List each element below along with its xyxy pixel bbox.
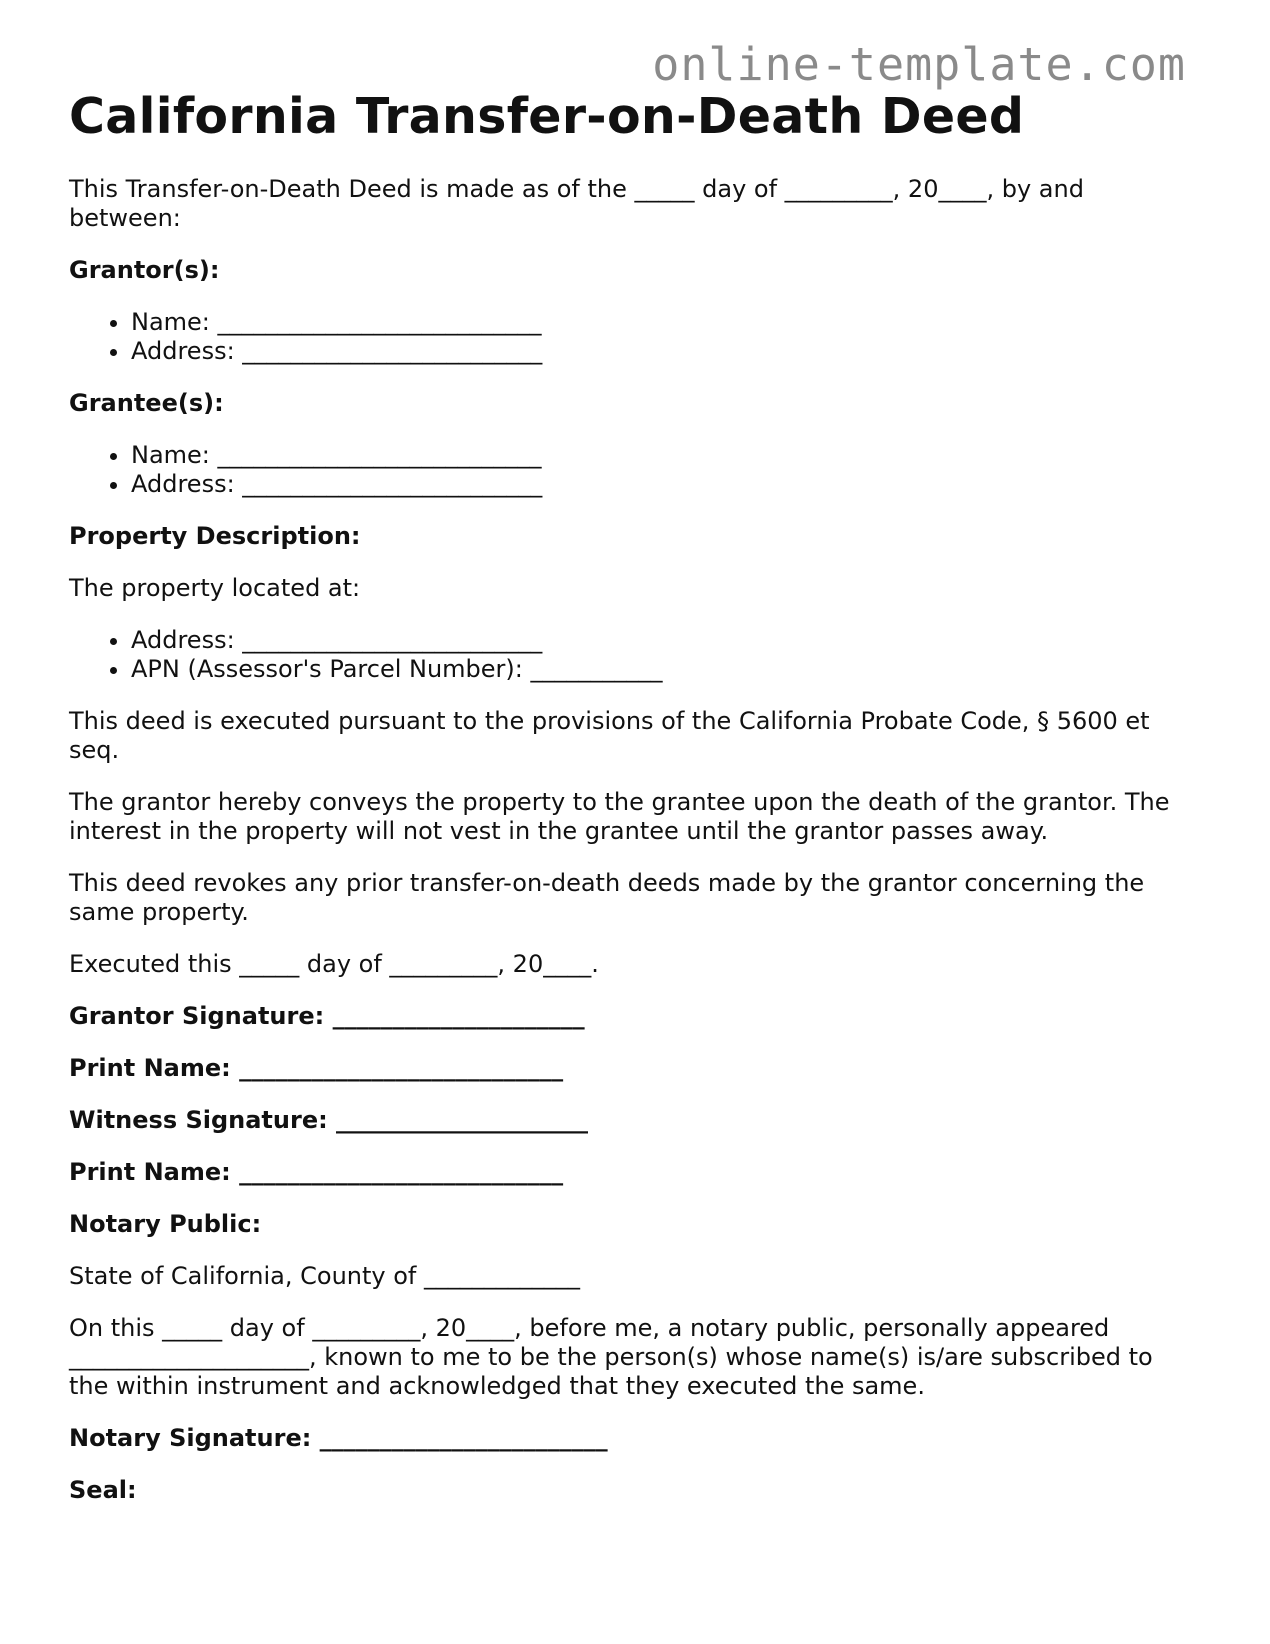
deed-document <box>69 86 1199 1528</box>
property-list <box>69 626 1199 684</box>
property-located-text: The property located at: <box>69 574 361 602</box>
grantee-address-field: • Address: _________________________ <box>131 470 1199 499</box>
grantor-signature-line: Grantor Signature: _____________________ <box>69 1002 585 1030</box>
grantee-heading: Grantee(s): <box>69 389 224 417</box>
executed-line: Executed this _____ day of _________, 20____. <box>69 950 599 978</box>
grantor-name-field: • Name: ___________________________ <box>131 308 1199 337</box>
grantee-list <box>69 441 1199 499</box>
pursuant-paragraph: This deed is executed pursuant to the provisions of the California Probate Code, § 5600 et seq. <box>69 707 1150 764</box>
watermark: online-template.com <box>652 38 1186 91</box>
grantor-address-field: • Address: _________________________ <box>131 337 1199 366</box>
intro-paragraph: This Transfer-on-Death Deed is made as of the _____ day of _________, 20____, by and between: <box>69 175 1084 232</box>
conveys-paragraph: The grantor hereby conveys the property to the grantee upon the death of the grantor. The interest in the property will not vest in the grantee until the grantor passes away. <box>69 788 1170 845</box>
notary-state-county: State of California, County of _____________ <box>69 1262 581 1290</box>
notary-acknowledgment: On this _____ day of _________, 20____, before me, a notary public, personally appeared ____________________, known to me to be the person(s) whose name(s) is/are subscribed to the within instrument and acknowledged that they executed the same. <box>69 1314 1153 1400</box>
property-address-field: • Address: _________________________ <box>131 626 1199 655</box>
grantee-name-field: • Name: ___________________________ <box>131 441 1199 470</box>
grantor-list <box>69 308 1199 366</box>
notary-signature-line: Notary Signature: ________________________ <box>69 1424 608 1452</box>
property-heading: Property Description: <box>69 522 361 550</box>
revokes-paragraph: This deed revokes any prior transfer-on-death deeds made by the grantor concerning the same property. <box>69 869 1145 926</box>
document-title: California Transfer-on-Death Deed <box>69 88 1025 145</box>
notary-heading: Notary Public: <box>69 1210 262 1238</box>
property-apn-field: • APN (Assessor's Parcel Number): ___________ <box>131 655 1199 684</box>
witness-print-name-line: Print Name: ___________________________ <box>69 1158 564 1186</box>
grantor-heading: Grantor(s): <box>69 256 220 284</box>
seal-label: Seal: <box>69 1476 137 1504</box>
witness-signature-line: Witness Signature: _____________________ <box>69 1106 589 1134</box>
grantor-print-name-line: Print Name: ___________________________ <box>69 1054 564 1082</box>
